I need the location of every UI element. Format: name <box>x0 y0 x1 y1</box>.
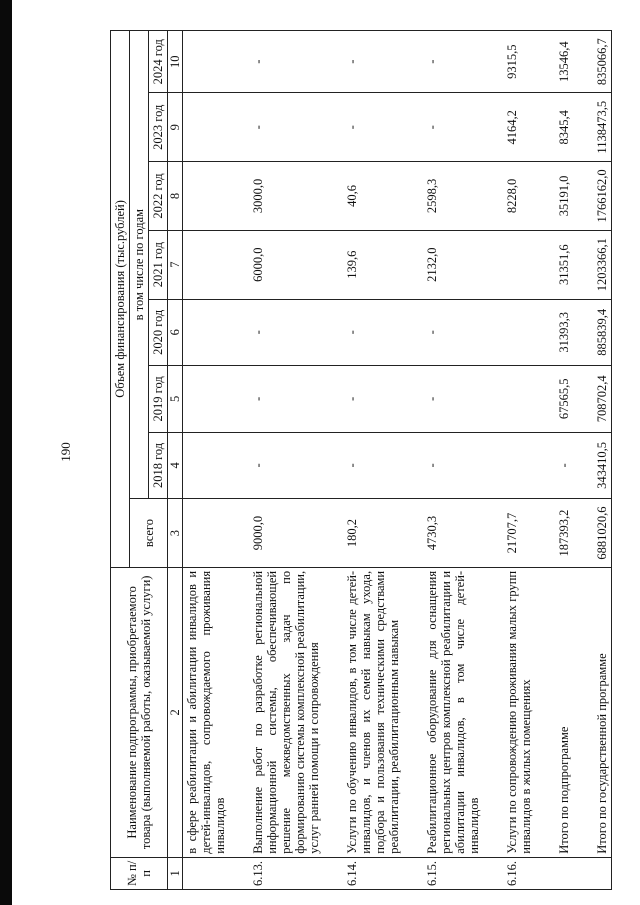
table-row-total <box>593 31 612 890</box>
row-value <box>183 230 230 299</box>
row-value: 9315,5 <box>503 31 535 93</box>
header-name: Наименование подпрограммы, приобретаемого товара (выполняемой работы, оказываемой услуги) <box>111 567 168 857</box>
row-value: 1203366,1 <box>593 230 612 299</box>
row-name: Услуги по обучению инвалидов, в том числе детей-инвалидов, и членов их семей навыкам ухода, подбора и пользования техническими средствами реабилитации, реабилитационным навыкам <box>343 567 403 857</box>
row-value: - <box>343 366 403 433</box>
row-value: 31351,6 <box>555 230 573 299</box>
row-value: 8228,0 <box>503 162 535 231</box>
header-year: 2018 год <box>149 432 168 499</box>
row-name: Услуги по сопровождению проживания малых групп инвалидов в жилых помещениях <box>503 567 535 857</box>
column-number: 2 <box>168 567 183 857</box>
row-value <box>503 366 535 433</box>
header-year: 2024 год <box>149 31 168 93</box>
column-number: 9 <box>168 93 183 162</box>
row-value <box>503 230 535 299</box>
row-name: Выполнение работ по разработке региональной информационной системы, обеспечивающей решение межведомственных задач по формированию системы комплексной реабилитации, услуг ранней помощи и сопровождения <box>249 567 323 857</box>
header-num: № п/п <box>111 857 168 889</box>
page-number: 190 <box>58 442 73 462</box>
header-year: 2022 год <box>149 162 168 231</box>
row-num: 6.15. <box>423 857 483 889</box>
row-value: - <box>343 432 403 499</box>
row-value: - <box>249 432 323 499</box>
row-value: 13546,4 <box>555 31 573 93</box>
row-value <box>183 31 230 93</box>
row-value: 2132,0 <box>423 230 483 299</box>
row-value <box>183 299 230 366</box>
row-value: 67565,5 <box>555 366 573 433</box>
header-year: 2020 год <box>149 299 168 366</box>
row-value: - <box>343 299 403 366</box>
row-num <box>593 857 612 889</box>
row-value: 6881020,6 <box>593 499 612 568</box>
column-number: 8 <box>168 162 183 231</box>
row-value: 8345,4 <box>555 93 573 162</box>
row-name: Итого по государственной программе <box>593 567 612 857</box>
row-value: - <box>423 299 483 366</box>
row-value: - <box>423 31 483 93</box>
row-value <box>503 299 535 366</box>
row-value <box>183 432 230 499</box>
row-value: - <box>423 432 483 499</box>
row-value <box>183 499 230 568</box>
rotated-table-container <box>110 30 620 890</box>
row-num <box>183 857 230 889</box>
row-value: 4730,3 <box>423 499 483 568</box>
header-year: 2019 год <box>149 366 168 433</box>
row-value <box>183 93 230 162</box>
row-value: 1766162,0 <box>593 162 612 231</box>
row-name: в сфере реабилитации и абилитации инвалидов и детей-инвалидов, сопровождаемого проживания инвалидов <box>183 567 230 857</box>
table-row <box>343 31 403 890</box>
header-year: 2021 год <box>149 230 168 299</box>
column-number: 3 <box>168 499 183 568</box>
row-value: 40,6 <box>343 162 403 231</box>
row-value: 885839,4 <box>593 299 612 366</box>
row-num: 6.16. <box>503 857 535 889</box>
row-value: - <box>249 299 323 366</box>
row-value: 31393,3 <box>555 299 573 366</box>
row-value: - <box>555 432 573 499</box>
row-value: 708702,4 <box>593 366 612 433</box>
row-value: 9000,0 <box>249 499 323 568</box>
row-value: 3000,0 <box>249 162 323 231</box>
column-number: 5 <box>168 366 183 433</box>
row-value: - <box>249 31 323 93</box>
row-name: Реабилитационное оборудование для оснащения региональных центров комплексной реабилитации и абилитации инвалидов, в том числе детей-инвалидов <box>423 567 483 857</box>
scan-edge <box>0 0 12 905</box>
row-value: 835066,7 <box>593 31 612 93</box>
row-value: 1138473,5 <box>593 93 612 162</box>
row-value: 35191,0 <box>555 162 573 231</box>
header-total: всего <box>130 499 168 568</box>
row-value: - <box>249 366 323 433</box>
column-number: 10 <box>168 31 183 93</box>
column-number: 7 <box>168 230 183 299</box>
funding-table <box>110 30 612 890</box>
header-funding: Объем финансирования (тыс.рублей) <box>111 31 130 568</box>
column-number: 6 <box>168 299 183 366</box>
row-value <box>503 432 535 499</box>
row-num <box>555 857 573 889</box>
header-year: 2023 год <box>149 93 168 162</box>
column-number: 1 <box>168 857 183 889</box>
table-row <box>183 31 230 890</box>
row-value <box>183 162 230 231</box>
table-row-subtotal <box>555 31 573 890</box>
row-value: - <box>249 93 323 162</box>
row-name: Итого по подпрограмме <box>555 567 573 857</box>
column-number: 4 <box>168 432 183 499</box>
row-value: 139,6 <box>343 230 403 299</box>
row-value: 4164,2 <box>503 93 535 162</box>
row-value: 21707,7 <box>503 499 535 568</box>
row-value: 343410,5 <box>593 432 612 499</box>
table-row <box>423 31 483 890</box>
row-value: 6000,0 <box>249 230 323 299</box>
table-row <box>503 31 535 890</box>
row-value: 180,2 <box>343 499 403 568</box>
row-value <box>183 366 230 433</box>
row-value: - <box>423 93 483 162</box>
row-num: 6.14. <box>343 857 403 889</box>
row-num: 6.13. <box>249 857 323 889</box>
header-by-year: в том числе по годам <box>130 31 149 499</box>
row-value: - <box>423 366 483 433</box>
row-value: - <box>343 93 403 162</box>
table-row <box>249 31 323 890</box>
row-value: 2598,3 <box>423 162 483 231</box>
row-value: - <box>343 31 403 93</box>
row-value: 187393,2 <box>555 499 573 568</box>
